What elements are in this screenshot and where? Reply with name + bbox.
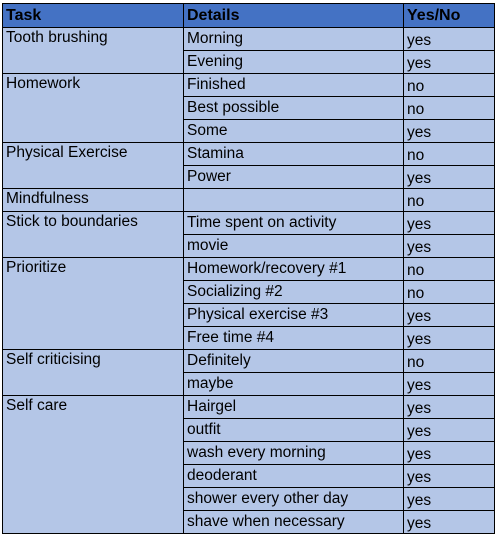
answer-cell[interactable]: no (404, 258, 495, 281)
detail-cell[interactable]: deoderant (184, 465, 404, 488)
detail-cell[interactable]: Evening (184, 51, 404, 74)
detail-cell[interactable]: Stamina (184, 143, 404, 166)
detail-cell[interactable]: Morning (184, 28, 404, 51)
answer-cell[interactable]: yes (404, 28, 495, 51)
detail-cell[interactable]: Free time #4 (184, 327, 404, 350)
answer-cell[interactable]: yes (404, 396, 495, 419)
task-cell[interactable]: Homework (3, 74, 184, 143)
answer-cell[interactable]: yes (404, 120, 495, 143)
task-cell[interactable]: Physical Exercise (3, 143, 184, 189)
answer-cell[interactable]: no (404, 143, 495, 166)
detail-cell[interactable]: Finished (184, 74, 404, 97)
detail-cell[interactable]: Definitely (184, 350, 404, 373)
answer-cell[interactable]: yes (404, 51, 495, 74)
answer-cell[interactable]: yes (404, 327, 495, 350)
table-row (3, 28, 495, 51)
task-cell[interactable]: Stick to boundaries (3, 212, 184, 258)
answer-cell[interactable]: yes (404, 212, 495, 235)
detail-cell[interactable]: shower every other day (184, 488, 404, 511)
answer-cell[interactable]: no (404, 350, 495, 373)
table-row (3, 74, 495, 97)
answer-cell[interactable]: yes (404, 465, 495, 488)
table-row (3, 396, 495, 419)
answer-cell[interactable]: no (404, 74, 495, 97)
detail-cell[interactable]: Some (184, 120, 404, 143)
table-row (3, 258, 495, 281)
answer-cell[interactable]: yes (404, 511, 495, 534)
header-task[interactable]: Task (3, 4, 184, 28)
answer-cell[interactable]: yes (404, 373, 495, 396)
detail-cell[interactable]: shave when necessary (184, 511, 404, 534)
header-row (3, 4, 495, 28)
detail-cell[interactable]: Homework/recovery #1 (184, 258, 404, 281)
header-details[interactable]: Details (184, 4, 404, 28)
task-cell[interactable]: Tooth brushing (3, 28, 184, 74)
answer-cell[interactable]: no (404, 189, 495, 212)
detail-cell[interactable]: Hairgel (184, 396, 404, 419)
answer-cell[interactable]: yes (404, 488, 495, 511)
task-cell[interactable]: Prioritize (3, 258, 184, 350)
table-row (3, 350, 495, 373)
detail-cell[interactable]: Socializing #2 (184, 281, 404, 304)
task-table (2, 3, 495, 534)
answer-cell[interactable]: no (404, 281, 495, 304)
table-row (3, 143, 495, 166)
detail-cell[interactable]: Physical exercise #3 (184, 304, 404, 327)
detail-cell[interactable]: Best possible (184, 97, 404, 120)
task-cell[interactable]: Mindfulness (3, 189, 184, 212)
detail-cell[interactable]: Power (184, 166, 404, 189)
table-body (3, 28, 495, 534)
spreadsheet-area (2, 3, 494, 532)
answer-cell[interactable]: yes (404, 442, 495, 465)
detail-cell[interactable]: outfit (184, 419, 404, 442)
table-row (3, 212, 495, 235)
detail-cell[interactable]: wash every morning (184, 442, 404, 465)
answer-cell[interactable]: no (404, 97, 495, 120)
answer-cell[interactable]: yes (404, 304, 495, 327)
detail-cell[interactable]: maybe (184, 373, 404, 396)
header-yes-no[interactable]: Yes/No (404, 4, 495, 28)
detail-cell[interactable] (184, 189, 404, 212)
table-row (3, 189, 495, 212)
answer-cell[interactable]: yes (404, 235, 495, 258)
task-cell[interactable]: Self criticising (3, 350, 184, 396)
detail-cell[interactable]: Time spent on activity (184, 212, 404, 235)
task-cell[interactable]: Self care (3, 396, 184, 534)
answer-cell[interactable]: yes (404, 419, 495, 442)
answer-cell[interactable]: yes (404, 166, 495, 189)
detail-cell[interactable]: movie (184, 235, 404, 258)
